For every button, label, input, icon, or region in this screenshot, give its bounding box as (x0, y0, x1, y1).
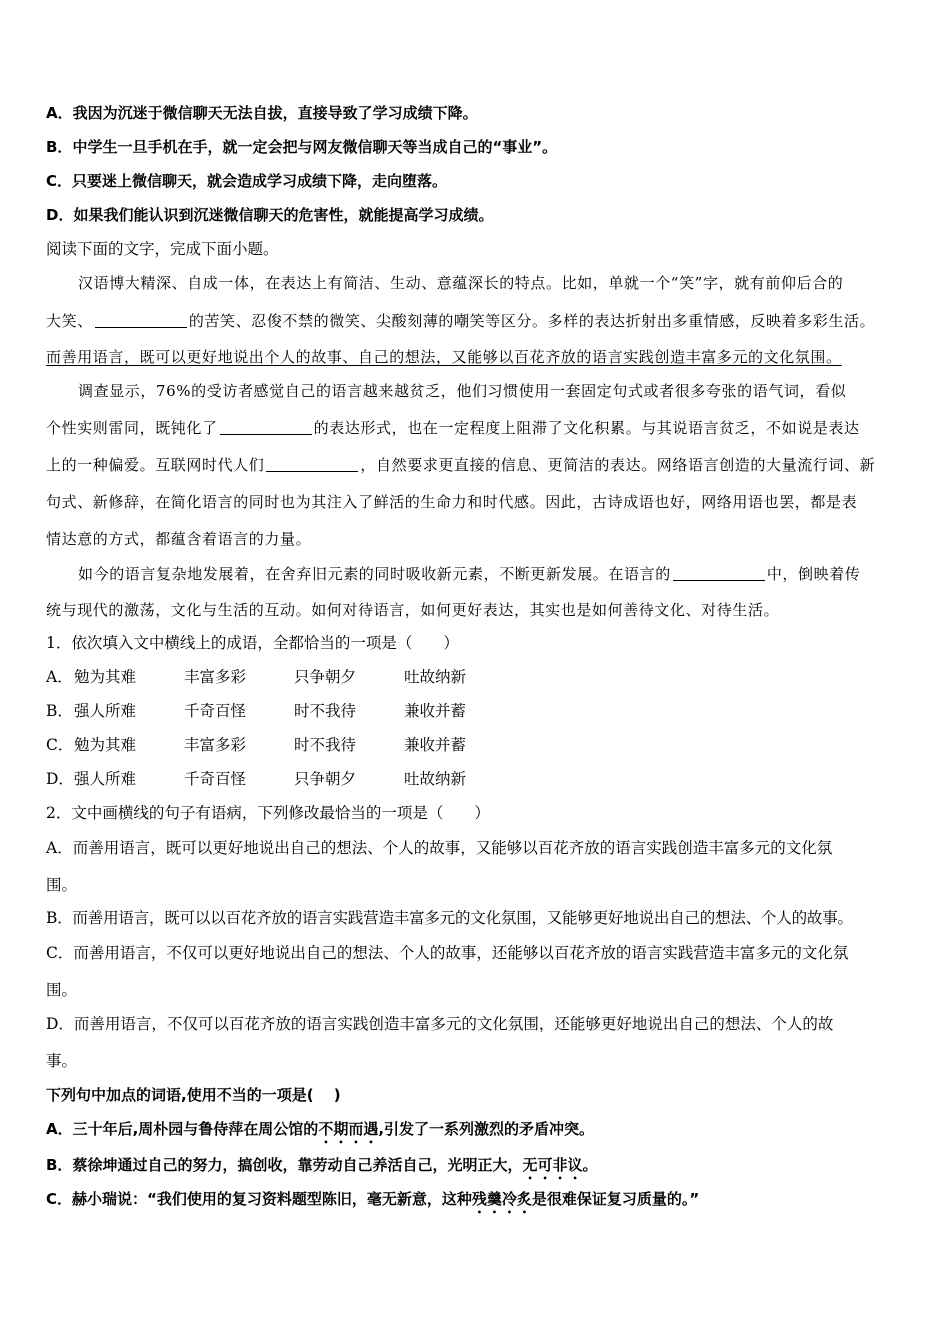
passage-p1-line1: 汉语博大精深、自成一体，在表达上有简洁、生动、意蕴深长的特点。比如，单就一个“笑”字，就有前仰后合的 (78, 274, 844, 292)
dotted-word: 残羹冷炙 (471, 1190, 532, 1208)
passage-p2-line5: 情达意的方式，都蕴含着语言的力量。 (46, 530, 312, 548)
prev-option-b: B．中学生一旦手机在手，就一定会把与网友微信聊天等当成自己的“事业”。 (46, 138, 558, 156)
q2-option-a-line1: A．而善用语言，既可以更好地说出自己的想法、个人的故事，又能够以百花齐放的语言实践创造丰富多元的文化氛 (46, 839, 833, 857)
blank-4 (673, 566, 765, 581)
q3-option-c: C．赫小瑞说：“我们使用的复习资料题型陈旧，毫无新意，这种残羹冷炙是很难保证复习质量的。” (46, 1190, 700, 1208)
prev-option-a: A．我因为沉迷于微信聊天无法自拔，直接导致了学习成绩下降。 (46, 104, 478, 122)
q3-option-b: B．蔡徐坤通过自己的努力，搞创收，靠劳动自己养活自己，光明正大，无可非议。 (46, 1156, 598, 1174)
q2-option-a-line2: 围。 (46, 876, 78, 894)
q2-option-c-line2: 围。 (46, 981, 78, 999)
dotted-word: 无可非议 (522, 1156, 583, 1174)
passage-p3-line1: 如今的语言复杂地发展着，在舍弃旧元素的同时吸收新元素，不断更新发展。在语言的 中，倒映着传 (78, 565, 861, 583)
q2-option-c-line1: C．而善用语言，不仅可以更好地说出自己的想法、个人的故事，还能够以百花齐放的语言实践营造丰富多元的文化氛 (46, 944, 849, 962)
q2-option-b: B．而善用语言，既可以以百花齐放的语言实践营造丰富多元的文化氛围，又能够更好地说出自己的想法、个人的故事。 (46, 909, 853, 927)
blank-2 (220, 420, 312, 435)
passage-p2-line2: 个性实则雷同，既钝化了 的表达形式，也在一定程度上阻滞了文化积累。与其说语言贫乏，不如说是表达 (46, 419, 860, 437)
passage-p3-line2: 统与现代的激荡，文化与生活的互动。如何对待语言，如何更好表达，其实也是如何善待文化、对待生活。 (46, 601, 780, 619)
q1-option-a: A．勉为其难 丰富多彩 只争朝夕 吐故纳新 (46, 668, 467, 686)
q1-option-d: D．强人所难 千奇百怪 只争朝夕 吐故纳新 (46, 770, 467, 788)
passage-p2-line3: 上的一种偏爱。互联网时代人们 ，自然要求更直接的信息、更简洁的表达。网络语言创造的大量流行词、新 (46, 456, 876, 474)
passage-underlined-sentence: 而善用语言，既可以更好地说出个人的故事、自己的想法，又能够以百花齐放的语言实践创造丰富多元的文化氛围。 (46, 348, 842, 366)
passage-p1-line2: 大笑、 的苦笑、忍俊不禁的微笑、尖酸刻薄的嘲笑等区分。多样的表达折射出多重情感，反映着多彩生活。 (46, 312, 876, 330)
q3-stem: 下列句中加点的词语,使用不当的一项是( ) (46, 1086, 341, 1104)
q1-stem: 1．依次填入文中横线上的成语，全都恰当的一项是（ ） (46, 634, 459, 652)
q2-option-d-line2: 事。 (46, 1052, 78, 1070)
prev-option-d: D．如果我们能认识到沉迷微信聊天的危害性，就能提高学习成绩。 (46, 206, 494, 224)
dotted-word: 不期而遇 (318, 1120, 379, 1138)
reading-instruction: 阅读下面的文字，完成下面小题。 (46, 240, 279, 258)
passage-p2-line1: 调查显示，76%的受访者感觉自己的语言越来越贫乏，他们习惯使用一套固定句式或者很多夸张的语气词，看似 (78, 382, 847, 400)
q1-option-b: B．强人所难 千奇百怪 时不我待 兼收并蓄 (46, 702, 467, 720)
passage-p2-line4: 句式、新修辞，在简化语言的同时也为其注入了鲜活的生命力和时代感。因此，古诗成语也好，网络用语也罢，都是表 (46, 493, 858, 511)
blank-1 (95, 313, 187, 328)
q1-option-c: C．勉为其难 丰富多彩 时不我待 兼收并蓄 (46, 736, 467, 754)
q2-option-d-line1: D．而善用语言，不仅可以百花齐放的语言实践创造丰富多元的文化氛围，还能够更好地说出自己的想法、个人的故 (46, 1015, 834, 1033)
q3-option-a: A．三十年后,周朴园与鲁侍萍在周公馆的不期而遇,引发了一系列激烈的矛盾冲突。 (46, 1120, 595, 1138)
q2-stem: 2．文中画横线的句子有语病，下列修改最恰当的一项是（ ） (46, 804, 490, 822)
prev-option-c: C．只要迷上微信聊天，就会造成学习成绩下降，走向堕落。 (46, 172, 448, 190)
blank-3 (266, 457, 358, 472)
